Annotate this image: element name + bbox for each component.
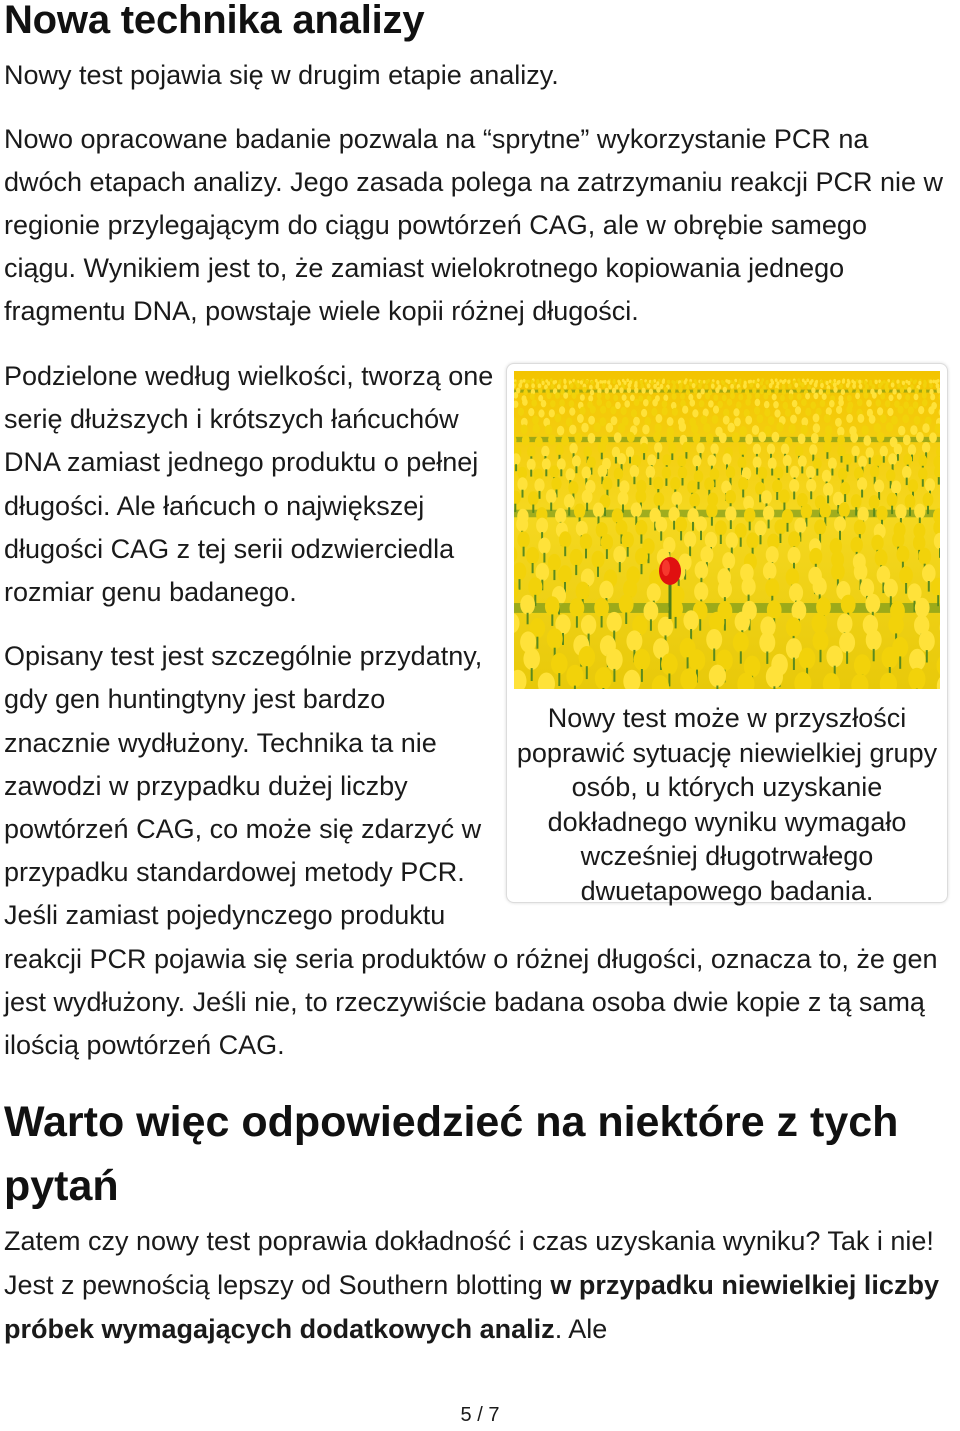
paragraph-4-bold: w przypadku niewielkiej liczby próbek wymagających dodatkowych analiz	[4, 1270, 939, 1344]
paragraph-3: Opisany test jest szczególnie przydatny, gdy gen huntingtyny jest bardzo znacznie wydłużony. Technika ta nie zawodzi w przypadku dużej liczby powtórzeń CAG, co może się zdarzyć w przypadku standardowej metody PCR. Jeśli zamiast pojedynczego produktu reakcji PCR pojawia się seria produktów o różnej długości, oznacza to, że gen jest wydłużony. Jeśli nie, to rzeczywiście badana osoba dwie kopie z tą samą ilością powtórzeń CAG.	[4, 641, 938, 1061]
paragraph-2: Podzielone według wielkości, tworzą one serię dłuższych i krótszych łańcuchów DNA zamiast jednego produktu o pełnej długości. Ale łańcuch o największej długości CAG z tej serii odzwierciedla rozmiar genu badanego.	[4, 361, 494, 608]
paragraph-4	[4, 1219, 944, 1351]
paragraph-4-end: . Ale	[554, 1314, 608, 1344]
lead-paragraph: Nowy test pojawia się w drugim etapie analizy.	[4, 60, 559, 90]
section-heading: Nowa technika analizy	[4, 0, 425, 42]
page-number: 5 / 7	[460, 1404, 500, 1426]
figure-box	[506, 363, 948, 906]
figure-caption: Nowy test może w przyszłości poprawić sytuację niewielkiej grupy osób, u których uzyskanie dokładnego wyniku wymagało wcześniej długotrwałego dwuetapowego badania.	[516, 703, 938, 906]
text-flow-with-figure	[4, 355, 944, 1088]
tulip-field-image	[514, 371, 940, 689]
paragraph-4-text: Zatem czy nowy test poprawia dokładność i czas uzyskania wyniku? Tak i nie! Jest z pewnością lepszy od Southern blotting	[4, 1226, 934, 1300]
section-heading-2: Warto więc odpowiedzieć na niektóre z tych pytań	[4, 1098, 899, 1210]
paragraph-1: Nowo opracowane badanie pozwala na “sprytne” wykorzystanie PCR na dwóch etapach analizy. Jego zasada polega na zatrzymaniu reakcji PCR nie w regionie przylegającym do ciągu powtórzeń CAG, ale w obrębie samego ciągu. Wynikiem jest to, że zamiast wielokrotnego kopiowania jednego fragmentu DNA, powstaje wiele kopii różnej długości.	[4, 124, 944, 326]
